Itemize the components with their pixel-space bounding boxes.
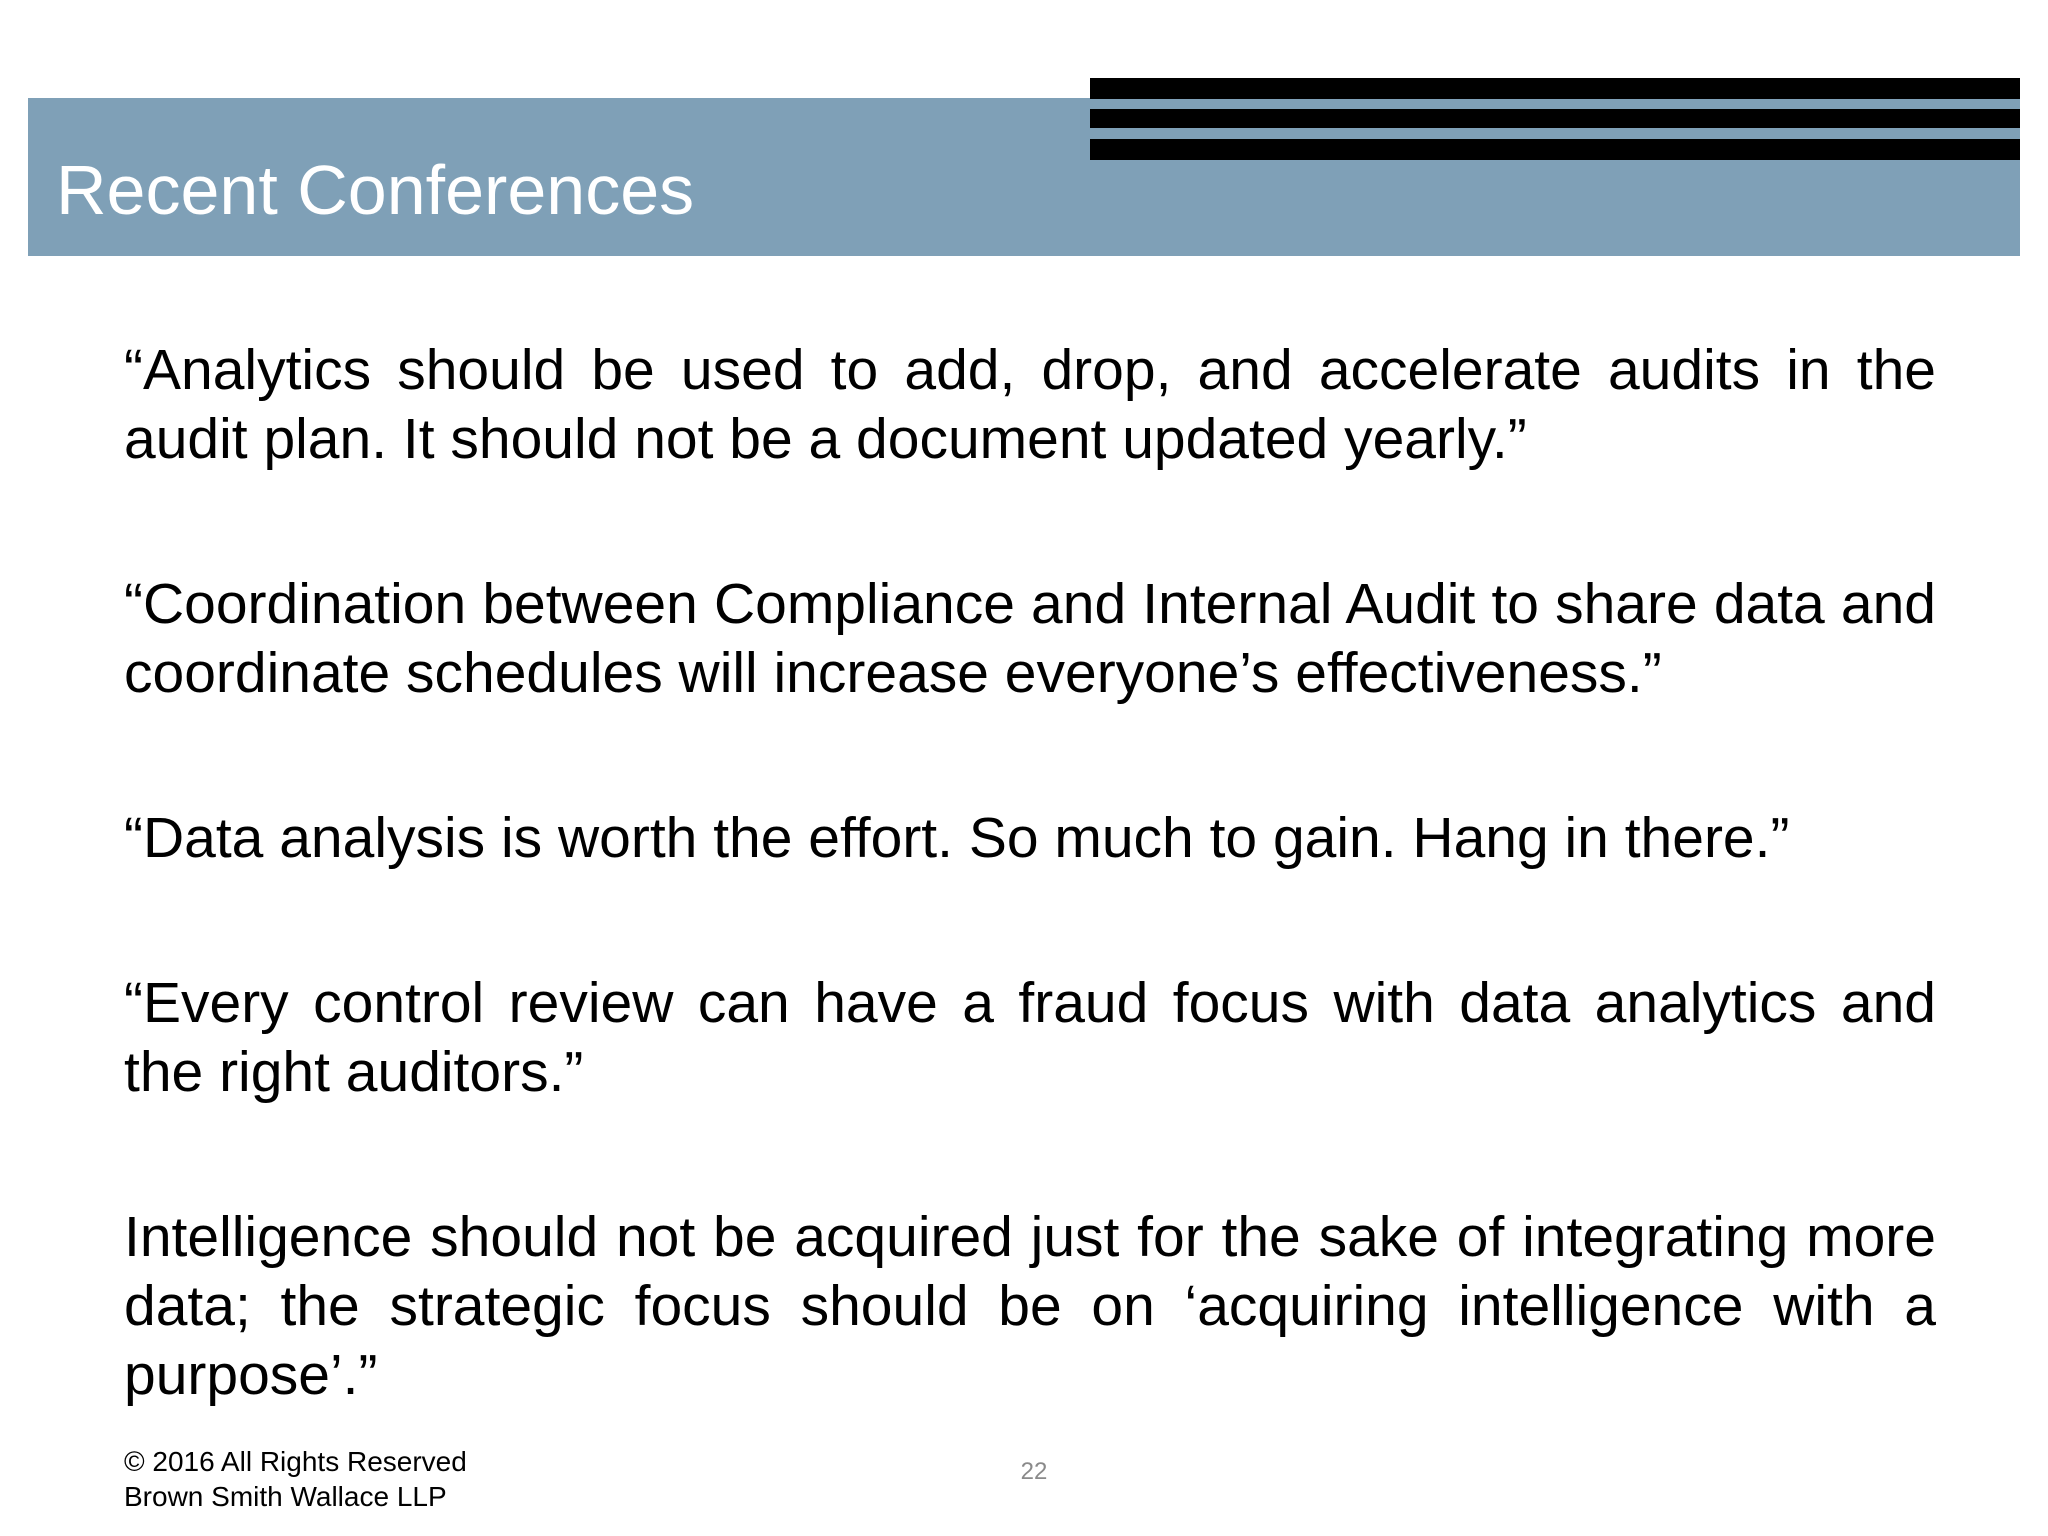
footer-copyright-block (124, 1444, 467, 1514)
quote-compliance-coordination: “Coordination between Compliance and Internal Audit to share data and coordinate schedules will increase everyone’s effectiveness.” (124, 572, 1936, 705)
slide-title: Recent Conferences (56, 151, 695, 229)
decorative-stripe-top (1090, 78, 2020, 99)
decorative-stripe-middle (1090, 109, 2020, 128)
quotes-list (124, 336, 1936, 1410)
footer-company: Brown Smith Wallace LLP (124, 1481, 447, 1512)
quote-intelligence-purpose: Intelligence should not be acquired just for the sake of integrating more data; the strategic focus should be on ‘acquiring intelligence with a purpose’.” (124, 1205, 1936, 1407)
footer-copyright: © 2016 All Rights Reserved (124, 1446, 467, 1477)
decorative-stripe-bottom (1090, 139, 2020, 160)
quote-analytics-audit-plan: “Analytics should be used to add, drop, and accelerate audits in the audit plan. It should not be a document updated yearly.” (124, 338, 1936, 471)
page-number: 22 (1020, 1458, 1048, 1485)
quote-data-analysis-effort: “Data analysis is worth the effort. So much to gain. Hang in there.” (124, 806, 1790, 870)
quote-fraud-focus: “Every control review can have a fraud focus with data analytics and the right auditors.” (124, 971, 1936, 1104)
